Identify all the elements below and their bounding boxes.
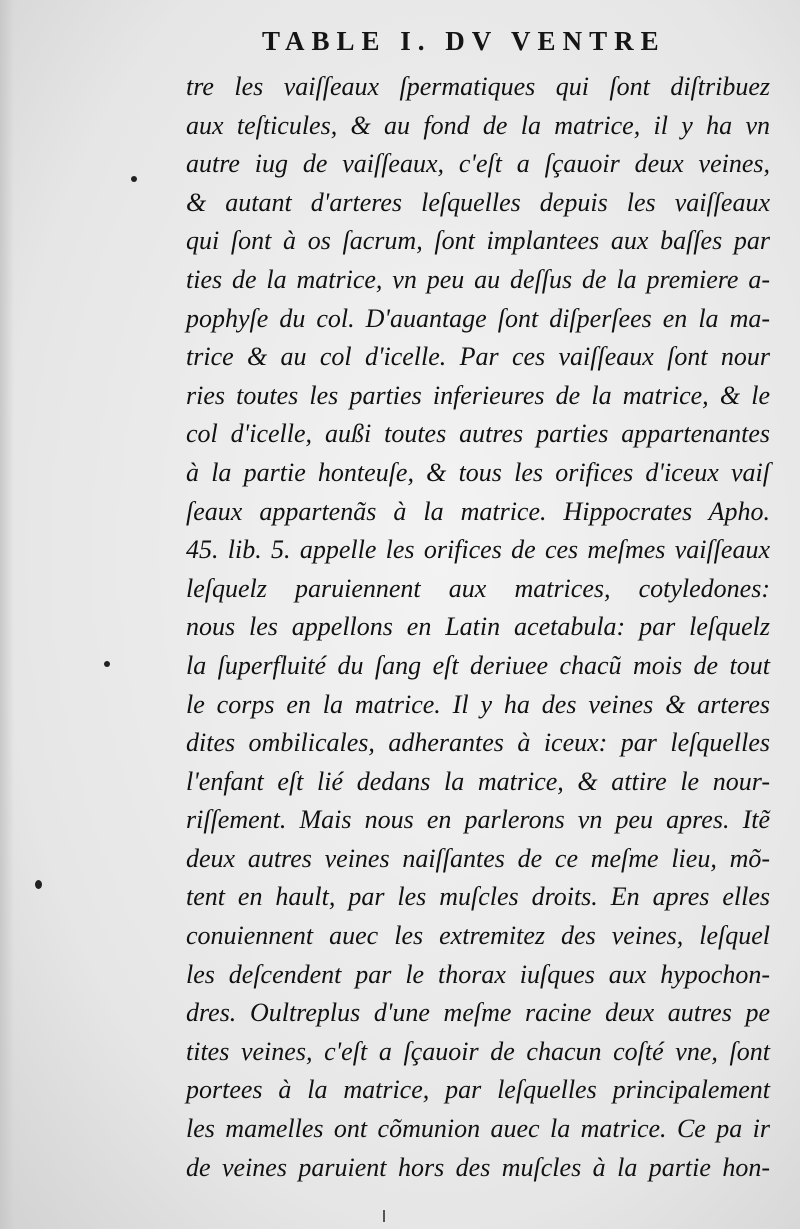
text-line: 45. lib. 5. appelle les orifices de ces meſmes vaiſſeaux (186, 535, 770, 565)
running-header: TABLE I. DV VENTRE (262, 26, 666, 56)
margin-dot (35, 880, 42, 889)
page-gutter-shadow (0, 0, 14, 1229)
text-line: ſeaux appartenãs à la matrice. Hippocrates Apho. (186, 496, 770, 526)
text-line: leſquelz paruiennent aux matrices, cotyledones: (186, 573, 770, 603)
margin-dot (131, 176, 137, 182)
text-line: ries toutes les parties inferieures de la matrice, & le (186, 380, 770, 410)
margin-dot (104, 661, 110, 667)
text-line: deux autres veines naiſſantes de ce meſme lieu, mõ- (186, 843, 770, 873)
text-line: aux teſticules, & au fond de la matrice, il y ha vn (186, 110, 770, 140)
text-line: autre iug de vaiſſeaux, c'eſt a ſçauoir deux veines, (186, 149, 770, 179)
text-line: tre les vaiſſeaux ſpermatiques qui ſont diſtribuez (186, 72, 770, 101)
text-line: riſſement. Mais nous en parlerons vn peu apres. Itẽ (186, 805, 770, 835)
text-line: les deſcendent par le thorax iuſques aux hypochon- (186, 959, 770, 989)
text-line: dres. Oultreplus d'une meſme racine deux autres pe (186, 998, 770, 1028)
text-line: trice & au col d'icelle. Par ces vaiſſeaux ſont nour (186, 342, 770, 372)
text-line: & autant d'arteres leſquelles depuis les vaiſſeaux (186, 187, 770, 217)
text-line: conuiennent auec les extremitez des veines, leſquel (186, 921, 770, 951)
text-line: tent en hault, par les muſcles droits. En apres elles (186, 882, 770, 912)
text-line: à la partie honteuſe, & tous les orifices d'iceux vaiſ (186, 457, 770, 487)
text-line: nous les appellons en Latin acetabula: par leſquelz (186, 612, 770, 642)
text-line: portees à la matrice, par leſquelles principalement (186, 1075, 770, 1105)
text-line: la ſuperfluité du ſang eſt deriuee chacũ mois de tout (186, 650, 770, 680)
page-text-block (186, 68, 770, 1187)
footer-mark (383, 1210, 385, 1222)
text-line: de veines paruient hors des muſcles à la partie hon- (186, 1152, 770, 1182)
text-line: dites ombilicales, adherantes à iceux: par leſquelles (186, 728, 770, 758)
text-line: pophyſe du col. D'auantage ſont diſperſees en la ma- (186, 303, 770, 333)
text-line: les mamelles ont cõmunion auec la matrice. Ce pa ir (186, 1114, 770, 1144)
text-line: col d'icelle, außi toutes autres parties appartenantes (186, 419, 770, 449)
text-line: l'enfant eſt lié dedans la matrice, & attire le nour- (186, 766, 770, 796)
text-line: le corps en la matrice. Il y ha des veines & arteres (186, 689, 770, 719)
text-line: qui ſont à os ſacrum, ſont implantees aux baſſes par (186, 226, 770, 256)
text-line: tites veines, c'eſt a ſçauoir de chacun coſté vne, ſont (186, 1036, 770, 1066)
text-line: ties de la matrice, vn peu au deſſus de la premiere a- (186, 264, 770, 294)
